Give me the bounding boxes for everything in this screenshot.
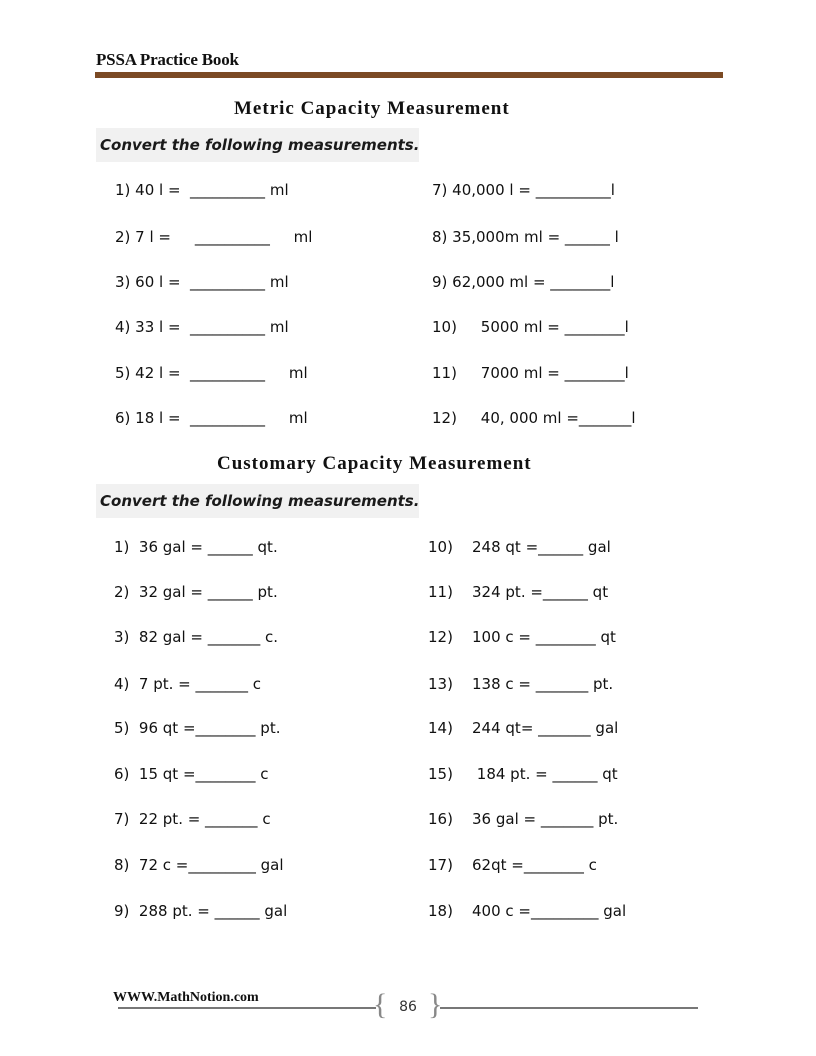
problem-item: 12) 100 c = ________ qt [428, 628, 616, 646]
page-number: 86 [399, 999, 417, 1015]
customary-instruction-text: Convert the following measurements. [100, 492, 420, 510]
page-bracket-left: { [373, 988, 388, 1021]
page-bracket-right: } [428, 988, 443, 1021]
problem-item: 1) 40 l = __________ ml [115, 181, 289, 199]
problem-item: 2) 7 l = __________ ml [115, 228, 313, 246]
problem-item: 12) 40, 000 ml =_______l [432, 409, 636, 427]
problem-item: 6) 15 qt =________ c [114, 765, 269, 783]
footer-website: WWW.MathNotion.com [113, 990, 259, 1005]
problem-item: 1) 36 gal = ______ qt. [114, 538, 278, 556]
problem-item: 3) 82 gal = _______ c. [114, 628, 279, 646]
problem-item: 4) 33 l = __________ ml [115, 318, 289, 336]
footer-rule-right [440, 1007, 698, 1009]
metric-instruction-text: Convert the following measurements. [100, 136, 420, 154]
metric-section-title: Metric Capacity Measurement [234, 98, 510, 119]
problem-item: 11) 324 pt. =______ qt [428, 583, 609, 601]
problem-item: 10) 5000 ml = ________l [432, 318, 629, 336]
problem-item: 5) 42 l = __________ ml [115, 364, 308, 382]
book-title: PSSA Practice Book [96, 50, 239, 69]
problem-item: 3) 60 l = __________ ml [115, 273, 289, 291]
problem-item: 9) 288 pt. = ______ gal [114, 902, 288, 920]
problem-item: 13) 138 c = _______ pt. [428, 675, 614, 693]
problem-item: 17) 62qt =________ c [428, 856, 597, 874]
problem-item: 9) 62,000 ml = ________l [432, 273, 615, 291]
problem-item: 18) 400 c =_________ gal [428, 902, 627, 920]
problem-item: 8) 72 c =_________ gal [114, 856, 284, 874]
metric-instruction-box [96, 128, 419, 162]
problem-item: 16) 36 gal = _______ pt. [428, 810, 619, 828]
problem-item: 4) 7 pt. = _______ c [114, 675, 262, 693]
problem-item: 5) 96 qt =________ pt. [114, 719, 281, 737]
customary-instruction-box [96, 484, 419, 518]
problem-item: 2) 32 gal = ______ pt. [114, 583, 278, 601]
problem-item: 14) 244 qt= _______ gal [428, 719, 619, 737]
customary-section-title: Customary Capacity Measurement [217, 453, 532, 474]
problem-item: 7) 22 pt. = _______ c [114, 810, 271, 828]
problem-item: 11) 7000 ml = ________l [432, 364, 629, 382]
problem-item: 7) 40,000 l = __________l [432, 181, 615, 199]
problem-item: 8) 35,000m ml = ______ l [432, 228, 619, 246]
footer-rule-left [118, 1007, 376, 1009]
problem-item: 15) 184 pt. = ______ qt [428, 765, 618, 783]
problem-item: 10) 248 qt =______ gal [428, 538, 611, 556]
header-rule [95, 72, 723, 78]
problem-item: 6) 18 l = __________ ml [115, 409, 308, 427]
